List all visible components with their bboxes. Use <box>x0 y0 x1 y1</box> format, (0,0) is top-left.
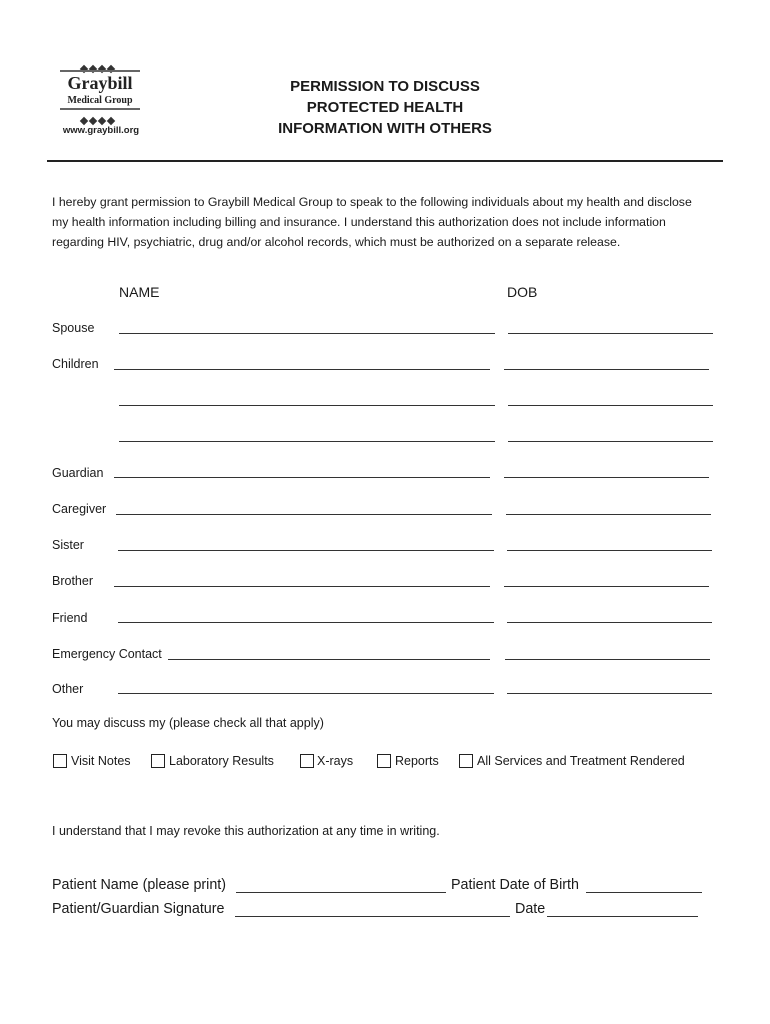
sister-dob-field[interactable] <box>507 550 712 551</box>
title-line-3: INFORMATION WITH OTHERS <box>278 120 492 137</box>
children-dob-field-2[interactable] <box>508 405 713 406</box>
header-divider <box>47 160 723 162</box>
spouse-name-field[interactable] <box>119 333 495 334</box>
friend-label: Friend <box>52 611 88 625</box>
other-dob-field[interactable] <box>507 693 712 694</box>
logo-diamonds-top <box>80 60 120 68</box>
guardian-label: Guardian <box>52 466 104 480</box>
caregiver-label: Caregiver <box>52 502 107 516</box>
patient-name-label: Patient Name (please print) <box>52 877 227 893</box>
patient-dob-label: Patient Date of Birth <box>451 877 579 893</box>
revoke-statement: I understand that I may revoke this authorization at any time in writing. <box>52 824 440 838</box>
spouse-dob-field[interactable] <box>508 333 713 334</box>
guardian-dob-field[interactable] <box>504 477 709 478</box>
option-visit-notes[interactable] <box>53 752 131 770</box>
children-label: Children <box>52 357 99 371</box>
children-name-field-3[interactable] <box>119 441 495 442</box>
all-services-label: All Services and Treatment Rendered <box>477 754 685 768</box>
brother-name-field[interactable] <box>114 586 490 587</box>
guardian-name-field[interactable] <box>114 477 490 478</box>
sister-label: Sister <box>52 538 84 552</box>
children-name-field-2[interactable] <box>119 405 495 406</box>
brother-label: Brother <box>52 574 93 588</box>
logo-diamonds-bottom <box>80 112 120 120</box>
intro-line-2: my health information including billing and insurance. I understand this authorization does not include information <box>52 215 666 229</box>
reports-label: Reports <box>395 754 439 768</box>
option-xrays[interactable] <box>300 752 353 770</box>
option-laboratory-results[interactable] <box>151 752 274 770</box>
visit-notes-label: Visit Notes <box>71 754 131 768</box>
form-title <box>230 76 540 139</box>
brother-dob-field[interactable] <box>504 586 709 587</box>
caregiver-name-field[interactable] <box>116 514 492 515</box>
reports-checkbox[interactable] <box>377 754 391 768</box>
sister-name-field[interactable] <box>118 550 494 551</box>
patient-name-field[interactable] <box>236 892 446 893</box>
emergency-contact-name-field[interactable] <box>168 659 490 660</box>
signature-label: Patient/Guardian Signature <box>52 901 225 917</box>
emergency-contact-label: Emergency Contact <box>52 647 162 661</box>
logo-url: www.graybill.org <box>62 125 140 136</box>
children-dob-field-1[interactable] <box>504 369 709 370</box>
patient-dob-field[interactable] <box>586 892 702 893</box>
date-label: Date <box>515 901 546 917</box>
dob-column-header: DOB <box>507 284 538 300</box>
date-field[interactable] <box>547 916 698 917</box>
children-name-field-1[interactable] <box>114 369 490 370</box>
intro-paragraph <box>52 192 732 252</box>
friend-name-field[interactable] <box>118 622 494 623</box>
caregiver-dob-field[interactable] <box>506 514 711 515</box>
friend-dob-field[interactable] <box>507 622 712 623</box>
xrays-checkbox[interactable] <box>300 754 314 768</box>
logo-name: Graybill <box>67 73 133 93</box>
graybill-logo <box>58 60 142 140</box>
spouse-label: Spouse <box>52 321 95 335</box>
xrays-label: X-rays <box>317 754 354 768</box>
all-services-checkbox[interactable] <box>459 754 473 768</box>
laboratory-results-label: Laboratory Results <box>169 754 274 768</box>
logo-top-bar <box>60 70 140 72</box>
title-line-2: PROTECTED HEALTH <box>306 99 464 116</box>
other-name-field[interactable] <box>118 693 494 694</box>
logo-subname: Medical Group <box>67 95 133 106</box>
children-dob-field-3[interactable] <box>508 441 713 442</box>
signature-field[interactable] <box>235 916 510 917</box>
option-all-services[interactable] <box>459 752 685 770</box>
laboratory-results-checkbox[interactable] <box>151 754 165 768</box>
option-reports[interactable] <box>377 752 439 770</box>
discuss-question: You may discuss my (please check all that apply) <box>52 716 324 730</box>
title-line-1: PERMISSION TO DISCUSS <box>290 78 480 95</box>
intro-line-3: regarding HIV, psychiatric, drug and/or alcohol records, which must be authorized on a separate release. <box>52 235 621 249</box>
other-label: Other <box>52 682 84 696</box>
name-column-header: NAME <box>119 284 160 300</box>
visit-notes-checkbox[interactable] <box>53 754 67 768</box>
logo-bottom-bar <box>60 108 140 110</box>
intro-line-1: I hereby grant permission to Graybill Medical Group to speak to the following individuals about my health and disclose <box>52 195 692 209</box>
emergency-contact-dob-field[interactable] <box>505 659 710 660</box>
